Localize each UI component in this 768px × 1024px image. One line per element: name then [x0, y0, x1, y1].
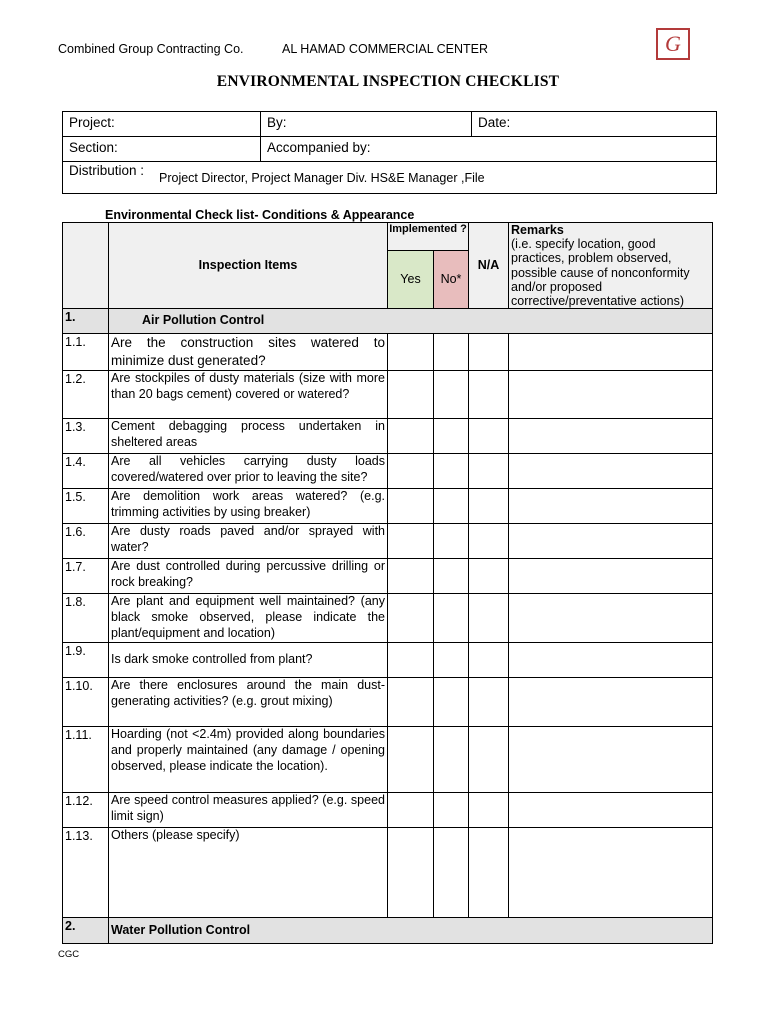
remarks-cell[interactable] — [509, 489, 713, 524]
na-check-cell[interactable] — [469, 643, 509, 678]
footer-code: CGC — [58, 949, 80, 960]
na-check-cell[interactable] — [469, 594, 509, 643]
item-text: Are dusty roads paved and/or sprayed with water? — [109, 524, 388, 559]
remarks-cell[interactable] — [509, 371, 713, 419]
no-check-cell[interactable] — [434, 371, 469, 419]
na-check-cell[interactable] — [469, 454, 509, 489]
yes-check-cell[interactable] — [388, 334, 434, 371]
yes-check-cell[interactable] — [388, 454, 434, 489]
item-number: 1.3. — [63, 419, 109, 454]
no-check-cell[interactable] — [434, 489, 469, 524]
checklist-item-row — [63, 727, 713, 793]
item-text: Cement debagging process undertaken in sheltered areas — [109, 419, 388, 454]
item-number: 1.6. — [63, 524, 109, 559]
yes-check-cell[interactable] — [388, 643, 434, 678]
header-na: N/A — [469, 223, 509, 309]
header-no: No* — [434, 251, 469, 309]
header-remarks — [509, 223, 713, 309]
item-number: 1.9. — [63, 643, 109, 678]
checklist-table — [62, 222, 713, 944]
yes-check-cell[interactable] — [388, 828, 434, 918]
remarks-detail: (i.e. specify location, good practices, problem observed, possible cause of nonconformity and/or proposed corrective/preventative actions) — [511, 237, 690, 309]
yes-check-cell[interactable] — [388, 594, 434, 643]
na-check-cell[interactable] — [469, 419, 509, 454]
section-row — [63, 918, 713, 944]
no-check-cell[interactable] — [434, 727, 469, 793]
item-text: Are all vehicles carrying dusty loads covered/watered over prior to leaving the site? — [109, 454, 388, 489]
item-number: 1.5. — [63, 489, 109, 524]
remarks-cell[interactable] — [509, 419, 713, 454]
checklist-item-row — [63, 524, 713, 559]
item-number: 1.2. — [63, 371, 109, 419]
na-check-cell[interactable] — [469, 793, 509, 828]
checklist-item-row — [63, 594, 713, 643]
remarks-cell[interactable] — [509, 334, 713, 371]
no-check-cell[interactable] — [434, 524, 469, 559]
remarks-cell[interactable] — [509, 524, 713, 559]
company-name: Combined Group Contracting Co. — [58, 42, 244, 56]
page-title: ENVIRONMENTAL INSPECTION CHECKLIST — [216, 73, 560, 90]
distribution-value: Project Director, Project Manager Div. HS&E Manager ,File — [159, 170, 485, 185]
no-check-cell[interactable] — [434, 454, 469, 489]
na-check-cell[interactable] — [469, 727, 509, 793]
section-title: Air Pollution Control — [109, 309, 713, 334]
remarks-cell[interactable] — [509, 678, 713, 727]
section-label: Section: — [69, 140, 118, 155]
project-site-name: AL HAMAD COMMERCIAL CENTER — [282, 42, 489, 56]
distribution-label: Distribution : — [69, 163, 145, 178]
na-check-cell[interactable] — [469, 559, 509, 594]
date-label: Date: — [478, 115, 511, 130]
checklist-item-row — [63, 489, 713, 524]
na-check-cell[interactable] — [469, 489, 509, 524]
no-check-cell[interactable] — [434, 793, 469, 828]
company-logo — [656, 28, 690, 60]
item-number: 1.7. — [63, 559, 109, 594]
section-row — [63, 309, 713, 334]
checklist-item-row — [63, 419, 713, 454]
checklist-caption: Environmental Check list- Conditions & Appearance — [105, 208, 415, 222]
section-field[interactable] — [63, 137, 261, 162]
checklist-item-row — [63, 643, 713, 678]
item-text: Are the construction sites watered to minimize dust generated? — [109, 334, 388, 371]
no-check-cell[interactable] — [434, 334, 469, 371]
remarks-cell[interactable] — [509, 559, 713, 594]
checklist-item-row — [63, 559, 713, 594]
section-title: Water Pollution Control — [109, 918, 713, 944]
yes-check-cell[interactable] — [388, 559, 434, 594]
checklist-item-row — [63, 678, 713, 727]
project-label: Project: — [69, 115, 115, 130]
item-text: Are dust controlled during percussive drilling or rock breaking? — [109, 559, 388, 594]
date-field[interactable] — [472, 112, 717, 137]
checklist-item-row — [63, 828, 713, 918]
no-check-cell[interactable] — [434, 678, 469, 727]
no-check-cell[interactable] — [434, 419, 469, 454]
header-number-cell — [63, 223, 109, 309]
inspection-info-table — [62, 111, 717, 194]
checklist-item-row — [63, 371, 713, 419]
header-yes: Yes — [388, 251, 434, 309]
project-field[interactable] — [63, 112, 261, 137]
na-check-cell[interactable] — [469, 524, 509, 559]
yes-check-cell[interactable] — [388, 371, 434, 419]
remarks-cell[interactable] — [509, 643, 713, 678]
item-number: 1.13. — [63, 828, 109, 918]
na-check-cell[interactable] — [469, 334, 509, 371]
no-check-cell[interactable] — [434, 594, 469, 643]
remarks-cell[interactable] — [509, 454, 713, 489]
remarks-cell[interactable] — [509, 793, 713, 828]
yes-check-cell[interactable] — [388, 419, 434, 454]
na-check-cell[interactable] — [469, 828, 509, 918]
item-text: Are speed control measures applied? (e.g. speed limit sign) — [109, 793, 388, 828]
no-check-cell[interactable] — [434, 643, 469, 678]
header-inspection-items: Inspection Items — [109, 223, 388, 309]
section-number: 2. — [63, 918, 109, 944]
item-number: 1.1. — [63, 334, 109, 371]
item-number: 1.11. — [63, 727, 109, 793]
yes-check-cell[interactable] — [388, 678, 434, 727]
item-number: 1.4. — [63, 454, 109, 489]
remarks-cell[interactable] — [509, 594, 713, 643]
item-text: Are demolition work areas watered? (e.g. trimming activities by using breaker) — [109, 489, 388, 524]
item-number: 1.12. — [63, 793, 109, 828]
item-number: 1.8. — [63, 594, 109, 643]
item-text: Are stockpiles of dusty materials (size with more than 20 bags cement) covered or watered? — [109, 371, 388, 419]
checklist-item-row — [63, 793, 713, 828]
logo-letter: G — [665, 31, 681, 56]
checklist-item-row — [63, 454, 713, 489]
item-text: Others (please specify) — [109, 828, 388, 918]
item-text: Hoarding (not <2.4m) provided along boundaries and properly maintained (any damage / opening observed, please indicate the location). — [109, 727, 388, 793]
item-text: Are there enclosures around the main dust-generating activities? (e.g. grout mixing) — [109, 678, 388, 727]
by-field[interactable] — [261, 112, 472, 137]
yes-check-cell[interactable] — [388, 489, 434, 524]
yes-check-cell[interactable] — [388, 524, 434, 559]
no-check-cell[interactable] — [434, 559, 469, 594]
item-text: Are plant and equipment well maintained? (any black smoke observed, please indicate the plant/equipment and location) — [109, 594, 388, 643]
no-check-cell[interactable] — [434, 828, 469, 918]
section-number: 1. — [63, 309, 109, 334]
by-label: By: — [267, 115, 287, 130]
accompanied-label: Accompanied by: — [267, 140, 371, 155]
na-check-cell[interactable] — [469, 678, 509, 727]
remarks-cell[interactable] — [509, 727, 713, 793]
header-implemented: Implemented ? — [388, 223, 469, 251]
remarks-cell[interactable] — [509, 828, 713, 918]
na-check-cell[interactable] — [469, 371, 509, 419]
checklist-item-row — [63, 334, 713, 371]
item-number: 1.10. — [63, 678, 109, 727]
yes-check-cell[interactable] — [388, 727, 434, 793]
accompanied-field[interactable] — [261, 137, 717, 162]
item-text: Is dark smoke controlled from plant? — [109, 643, 388, 678]
remarks-title: Remarks — [511, 223, 564, 237]
yes-check-cell[interactable] — [388, 793, 434, 828]
